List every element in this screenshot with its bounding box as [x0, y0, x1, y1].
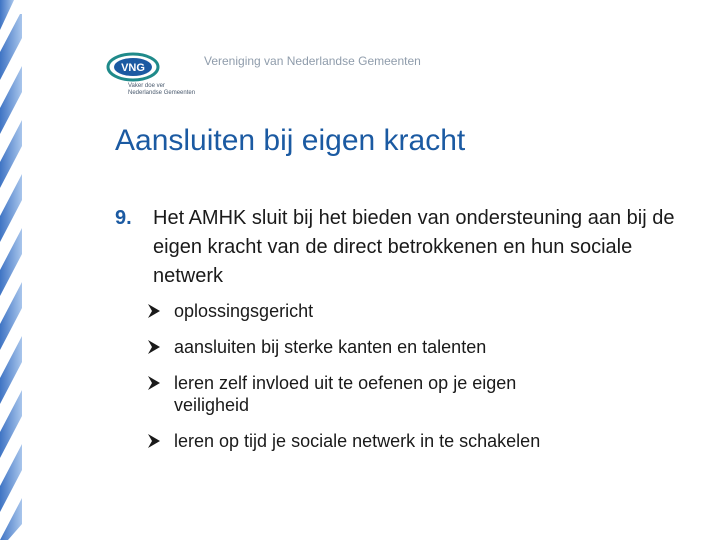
logo-caption-line: Vaker doe ver — [128, 83, 165, 89]
logo-text: VNG — [121, 62, 145, 74]
sub-point — [146, 300, 686, 322]
logo-caption — [128, 83, 195, 97]
arrow-bullet-icon — [146, 433, 162, 449]
stripe-pattern-icon — [0, 0, 22, 540]
sub-point — [146, 372, 586, 416]
arrow-bullet-icon — [146, 375, 162, 391]
sub-point — [146, 336, 686, 358]
arrow-bullet-icon — [146, 303, 162, 319]
main-point-text: Het AMHK sluit bij het bieden van ondersteuning aan bij de eigen kracht van de direct betrokkenen en hun sociale netwerk — [153, 207, 675, 287]
sub-point-text: leren zelf invloed uit te oefenen op je eigen veiligheid — [174, 373, 517, 415]
sub-point-list — [146, 300, 686, 452]
main-point-number: 9. — [115, 207, 132, 229]
sub-point-text: aansluiten bij sterke kanten en talenten — [174, 337, 487, 357]
main-point — [115, 204, 695, 291]
sub-point-text: oplossingsgericht — [174, 301, 314, 321]
arrow-bullet-icon — [146, 339, 162, 355]
organization-name: Vereniging van Nederlandse Gemeenten — [204, 54, 421, 68]
logo-caption-line: Nederlandse Gemeenten — [128, 90, 196, 96]
sub-point-text: leren op tijd je sociale netwerk in te schakelen — [174, 431, 541, 451]
sub-point — [146, 430, 686, 452]
decorative-side-stripe — [0, 0, 22, 540]
slide-title: Aansluiten bij eigen kracht — [115, 124, 466, 157]
